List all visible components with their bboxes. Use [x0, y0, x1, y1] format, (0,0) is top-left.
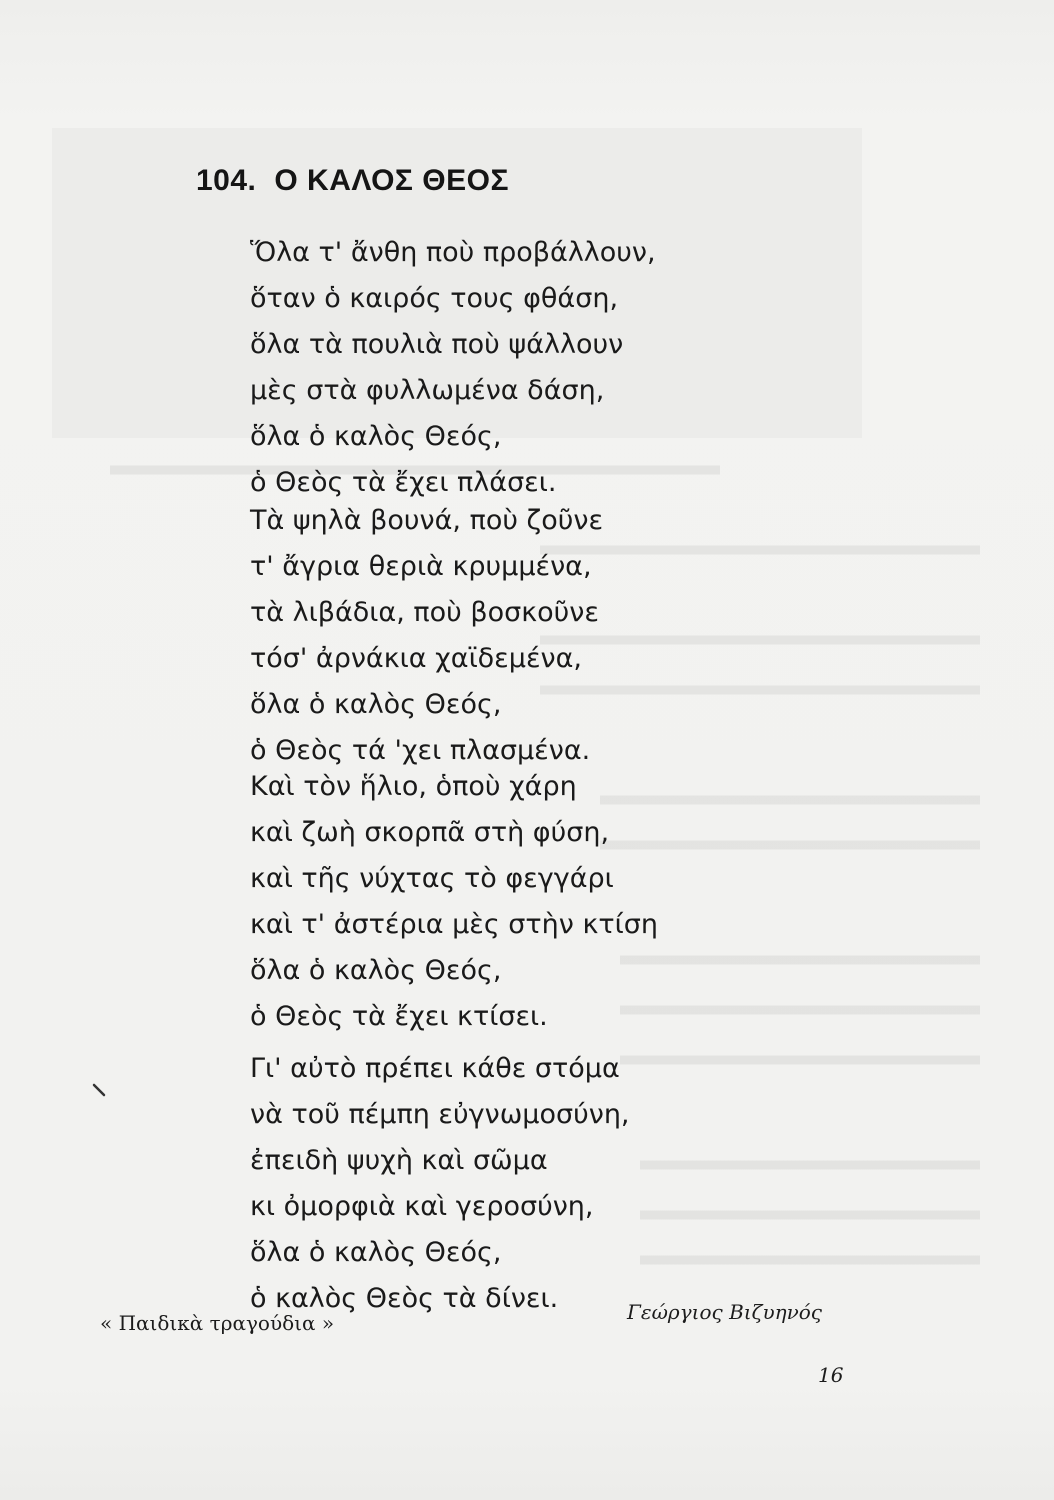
- verse-line: ὅλα ὁ καλὸς Θεός,: [250, 955, 502, 986]
- stanza-4: [250, 1046, 720, 1322]
- verse-line: νὰ τοῦ πέμπη εὐγνωμοσύνη,: [250, 1099, 630, 1130]
- verse-line: ὁ Θεὸς τὰ ἔχει κτίσει.: [250, 1001, 548, 1032]
- verse-line: ὁ Θεὸς τά 'χει πλασμένα.: [250, 735, 591, 766]
- poem-title-text: Ο ΚΑΛΟΣ ΘΕΟΣ: [274, 164, 509, 197]
- stanza-3: [250, 764, 720, 1040]
- verse-line: ὅταν ὁ καιρός τους φθάση,: [250, 283, 619, 314]
- verse-line: Τὰ ψηλὰ βουνά, ποὺ ζοῦνε: [250, 505, 604, 536]
- verse-line: ὅλα ὁ καλὸς Θεός,: [250, 689, 502, 720]
- verse-line: τὰ λιβάδια, ποὺ βοσκοῦνε: [250, 597, 599, 628]
- verse-line: ἐπειδὴ ψυχὴ καὶ σῶμα: [250, 1145, 548, 1176]
- poem-number: 104.: [196, 164, 257, 197]
- stanza-2: [250, 498, 720, 774]
- verse-line: κι ὀμορφιὰ καὶ γεροσύνη,: [250, 1191, 594, 1222]
- verse-line: καὶ τῆς νύχτας τὸ φεγγάρι: [250, 863, 614, 894]
- page-number: 16: [818, 1363, 844, 1387]
- verse-line: μὲς στὰ φυλλωμένα δάση,: [250, 375, 605, 406]
- verse-line: ὅλα τὰ πουλιὰ ποὺ ψάλλουν: [250, 329, 624, 360]
- verse-line: τόσ' ἀρνάκια χαϊδεμένα,: [250, 643, 583, 674]
- verse-line: Ὅλα τ' ἄνθη ποὺ προβάλλουν,: [250, 237, 656, 268]
- verse-line: ὁ καλὸς Θεὸς τὰ δίνει.: [250, 1283, 559, 1314]
- source-citation: « Παιδικὰ τραγούδια »: [100, 1311, 335, 1335]
- verse-line: καὶ τ' ἀστέρια μὲς στὴν κτίση: [250, 909, 658, 940]
- author-name: Γεώργιος Βιζυηνός: [627, 1300, 822, 1324]
- verse-line: ὅλα ὁ καλὸς Θεός,: [250, 421, 502, 452]
- verse-line: Γι' αὐτὸ πρέπει κάθε στόμα: [250, 1053, 620, 1084]
- verse-line: Καὶ τὸν ἥλιο, ὁποὺ χάρη: [250, 771, 577, 802]
- verse-line: ὁ Θεὸς τὰ ἔχει πλάσει.: [250, 467, 557, 498]
- stanza-1: [250, 230, 720, 506]
- poem-title: [196, 164, 509, 198]
- verse-line: τ' ἄγρια θεριὰ κρυμμένα,: [250, 551, 592, 582]
- verse-line: καὶ ζωὴ σκορπᾶ στὴ φύση,: [250, 817, 610, 848]
- pencil-mark-icon: [92, 1083, 106, 1097]
- verse-line: ὅλα ὁ καλὸς Θεός,: [250, 1237, 502, 1268]
